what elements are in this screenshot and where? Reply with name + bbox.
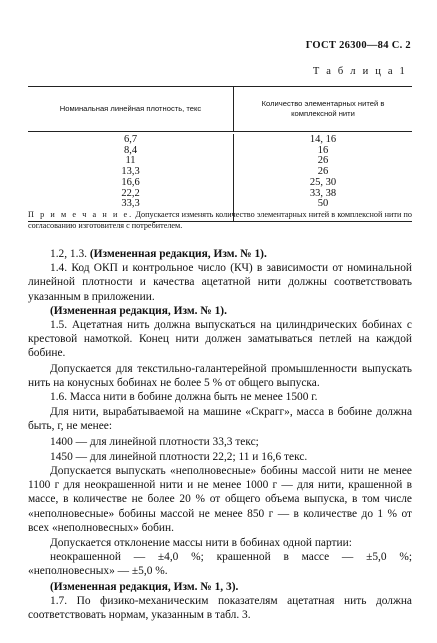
- paragraph: 1.5. Ацетатная нить должна выпускаться на цилиндрических бобинах с крестовой намоткой. Конец нити должен заматываться петлей на каждой бобине.: [28, 319, 412, 360]
- column-filament-count: [234, 134, 412, 221]
- header-filament-count: Количество элементарных нитей в комплексной нити: [261, 99, 385, 118]
- paragraph: 1.7. По физико-механическим показателям ацетатная нить должна соответствовать нормам, указанным в табл. 3.: [28, 594, 412, 622]
- document-body: [28, 247, 412, 622]
- document-header: ГОСТ 26300—84 С. 2: [305, 40, 411, 51]
- paragraph: неокрашенной — ±4,0 %; крашенной в массе — ±5,0 %; «неполновесных» — ±5,0 %.: [28, 551, 412, 578]
- table-note: [28, 209, 412, 231]
- paragraph: 1.6. Масса нити в бобине должна быть не менее 1500 г.: [50, 391, 318, 404]
- paragraph: Допускается отклонение массы нити в бобинах одной партии:: [50, 537, 352, 550]
- paragraph: Для нити, вырабатываемой на машине «Скрагг», масса в бобине должна быть, г, не менее:: [28, 406, 412, 433]
- table-header-row: [28, 87, 412, 132]
- table-cell: 16: [317, 144, 329, 156]
- table-cell: 11: [125, 155, 136, 167]
- paragraph: Допускается выпускать «неполновесные» бобины массой нити не менее 1100 г для неокрашенной нити и не менее 1000 г — для нити, крашенной в массе, в количестве не более 20 % от общего объема выпуска, в том числе «неполновесные» бобины массой не менее 850 г — в количестве до 1 % от всех «неполновесных» бобин.: [28, 465, 412, 534]
- table-cell: 33,3: [121, 198, 140, 210]
- column-linear-density: [28, 134, 234, 221]
- note-prefix: П р и м е ч а н и е.: [28, 210, 134, 219]
- amendment-note: (Измененная редакция, Изм. № 1, 3).: [50, 580, 239, 593]
- paragraph-text: 1.2, 1.3.: [50, 248, 90, 260]
- table-cell: 22,2: [121, 187, 140, 199]
- table-cell: 50: [317, 198, 329, 210]
- paragraph: 1.4. Код ОКП и контрольное число (КЧ) в зависимости от номинальной линейной плотности и качества ацетатной нити должны соответствовать указанным в приложении.: [28, 262, 412, 303]
- table-body: [28, 132, 412, 221]
- header-linear-density: Номинальная линейная плотность, текс: [28, 87, 234, 131]
- table-label: Т а б л и ц а 1: [312, 66, 407, 77]
- table-cell: 14, 16: [309, 134, 337, 145]
- table-cell: 33, 38: [309, 187, 337, 199]
- table-cell: 16,6: [121, 176, 140, 188]
- paragraph: 1450 — для линейной плотности 22,2; 11 и 16,6 текс.: [50, 450, 308, 463]
- data-table: [28, 86, 412, 222]
- paragraph: [28, 247, 412, 261]
- table-cell: 8,4: [123, 144, 138, 156]
- paragraph: Допускается для текстильно-галантерейной промышленности выпускать нить на конусных бобинах не более 5 % от общего выпуска.: [28, 362, 412, 389]
- paragraph: 1400 — для линейной плотности 33,3 текс;: [50, 435, 259, 448]
- table-cell: 25, 30: [309, 176, 337, 188]
- amendment-note: (Измененная редакция, Изм. № 1).: [50, 304, 227, 317]
- amendment-note: (Измененная редакция, Изм. № 1).: [89, 248, 267, 260]
- table-cell: 26: [317, 166, 329, 178]
- table-cell: 13,3: [121, 166, 140, 178]
- table-cell: 26: [317, 155, 329, 167]
- note-text: Допускается изменять количество элементарных нитей в комплексной нити по согласованию изготовителя с потребителем.: [28, 210, 413, 230]
- table-cell: 6,7: [123, 134, 138, 145]
